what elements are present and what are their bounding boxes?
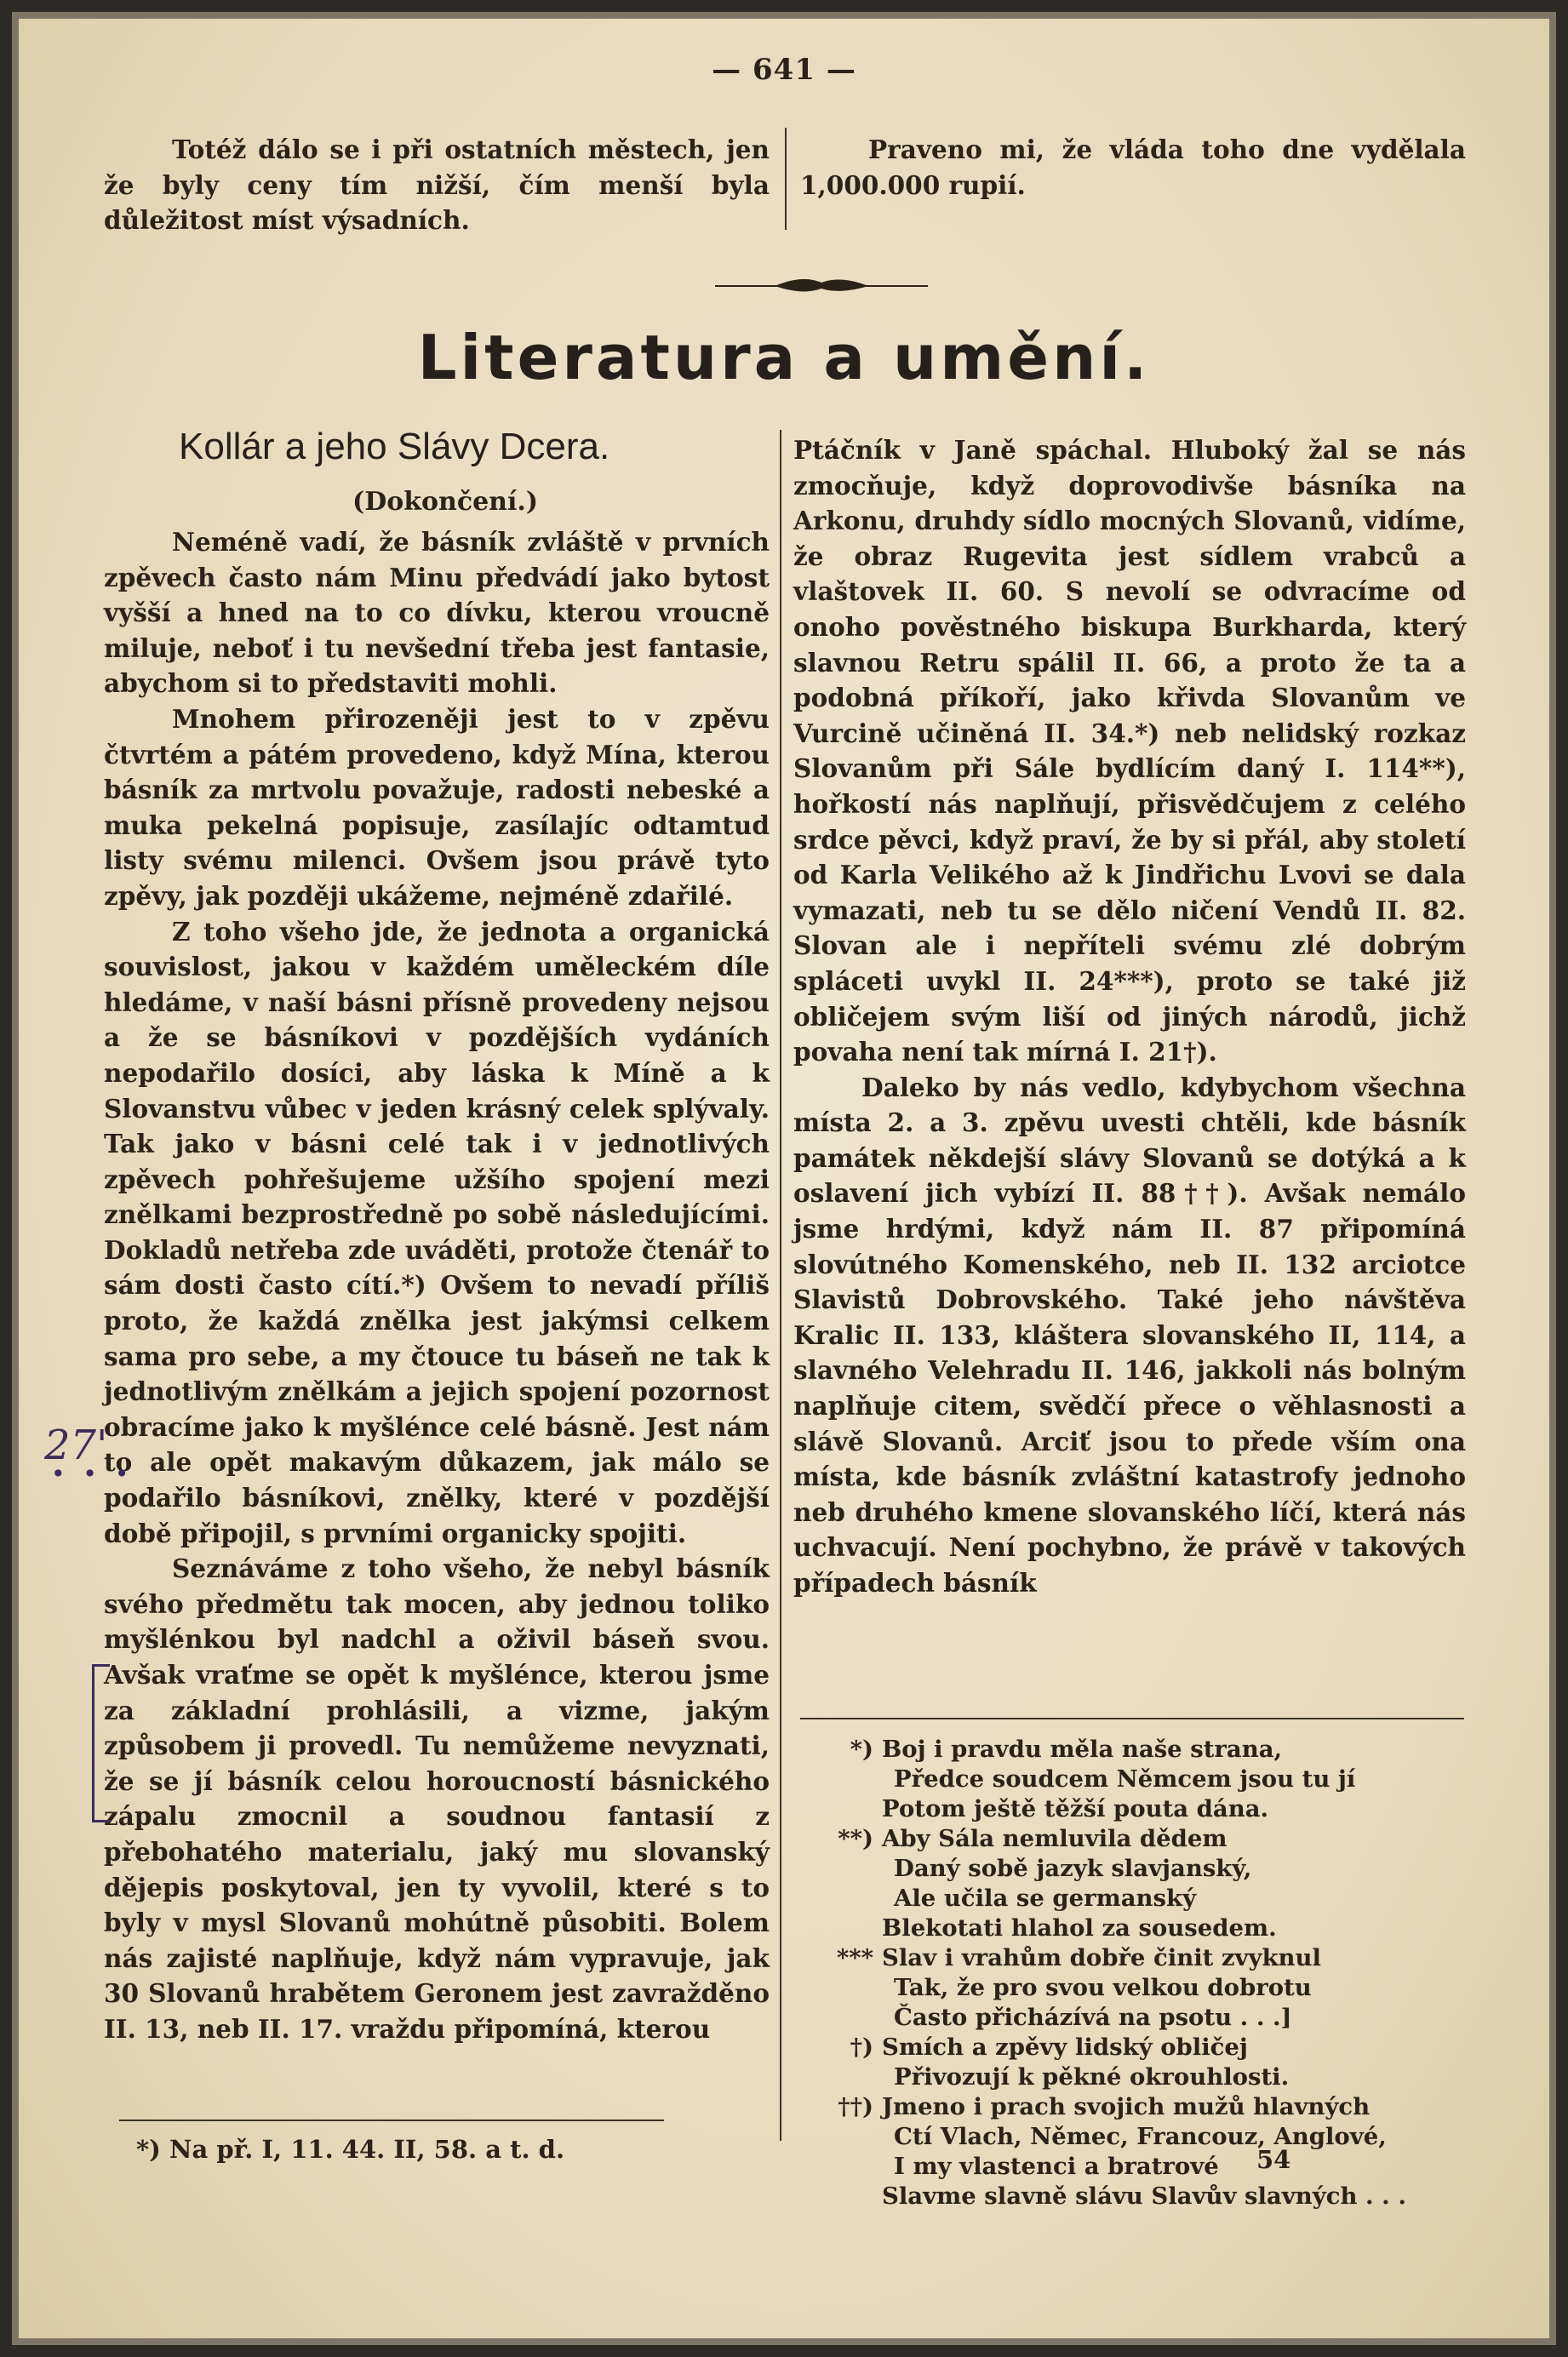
note-line: Často přicházívá na psotu . . .] — [894, 2004, 1292, 2031]
top-right-paragraph: Praveno mi, že vláda toho dne vydělala 1,000.000 rupií. — [800, 134, 1466, 200]
left-paragraph-1: Neméně vadí, že básník zvláště v prvních zpěvech často nám Minu předvádí jako bytost vyšší a hned na to co dívku, kterou vroucně miluje, neboť i tu nevšední třeba jest fantasie, abychom si to představiti mohli. — [104, 527, 770, 699]
note-5 — [817, 2092, 1481, 2211]
note-line: Ale učila se germanský — [894, 1885, 1197, 1912]
pencil-annotation: 27' — [44, 1422, 108, 1469]
section-title: Literatura a umění. — [417, 322, 1151, 393]
signature-mark: 54 — [1256, 2145, 1291, 2174]
note-4 — [817, 2033, 1481, 2092]
note-line: Slav i vrahům dobře činit zvyknul — [882, 1944, 1321, 1971]
note-line: Tak, že pro svou velkou dobrotu — [894, 1974, 1312, 2001]
note-line: I my vlastenci a bratrové — [894, 2153, 1219, 2180]
left-footnote: *) Na př. I, 11. 44. II, 58. a t. d. — [136, 2135, 565, 2164]
note-mark: ††) — [838, 2093, 873, 2120]
notes-rule — [800, 1718, 1464, 1719]
note-mark: *** — [836, 1944, 873, 1971]
top-left-text — [104, 132, 770, 238]
note-1 — [817, 1735, 1481, 1824]
note-mark: †) — [850, 2034, 873, 2061]
note-line: Aby Sála nemluvila dědem — [882, 1825, 1228, 1852]
left-paragraph-4: Seznáváme z toho všeho, že nebyl básník svého předmětu tak mocen, aby jednou toliko myšlénkou byl nadchl a oživil báseň svou. Avšak vraťme se opět k myšlénce, kterou jsme za základní prohlásili, a vizme, jakým způsobem ji provedl. Tu nemůžeme nevyznati, že se jí básník celou horoucností básnického zápalu zmocnil a soudnou fantasií z přebohatého materialu, jaký mu slovanský dějepis poskytoval, jen ty vyvolil, které s to byly v mysl Slovanů mohútně působiti. Bolem nás zajisté naplňuje, když nám vypravuje, jak 30 Slovanů hrabětem Geronem jest zavražděno II. 13, neb II. 17. vraždu připomíná, kterou — [104, 1553, 770, 2044]
top-right-text — [800, 132, 1466, 203]
verse-notes — [817, 1735, 1481, 2211]
footnote-rule — [119, 2120, 664, 2121]
note-line: Ctí Vlach, Němec, Francouz, Anglové, — [894, 2123, 1387, 2150]
right-paragraph-1: Ptáčník v Janě spáchal. Hluboký žal se nás zmocňuje, když doprovodivše básníka na Arkonu, druhdy sídlo mocných Slovanů, vidíme, že obraz Rugevita jest sídlem vrabců a vlaštovek II. 60. S nevolí se odvracíme od onoho pověstného biskupa Burkharda, který slavnou Retru spálil II. 66, a proto že ta a podobná příkoří, jako křivda Slovanům ve Vurcině učiněná II. 34.*) neb nelidský rozkaz Slovanům při Sále bydlícím daný I. 114**), hořkostí nás naplňují, přisvědčujem z celého srdce pěvci, když praví, že by si přál, aby století od Karla Velikého až k Jindřichu Lvovi se dala vymazati, neb tu se dělo ničení Vendů II. 82. Slovan ale i nepříteli svému zlé dobrým spláceti uvykl II. 24***), proto se také již obličejem svým liší od jiných národů, jichž povaha není tak mírná I. 21†). — [793, 435, 1466, 1067]
note-line: Daný sobě jazyk slavjanský, — [894, 1855, 1252, 1882]
note-line: Předce soudcem Němcem jsou tu jí — [894, 1765, 1356, 1793]
article-title: Kollár a jeho Slávy Dcera. — [179, 426, 610, 467]
note-line: Smích a zpěvy lidský obličej — [882, 2034, 1248, 2061]
left-paragraph-2: Mnohem přirozeněji jest to v zpěvu čtvrtém a pátém provedeno, když Mína, kterou básník za mrtvolu považuje, radosti nebeské a muka pekelná popisuje, zasílajíc odtamtud listy svému milenci. Ovšem jsou právě tyto zpěvy, jak později ukážeme, nejméně zdařilé. — [104, 703, 770, 911]
note-3 — [817, 1943, 1481, 2033]
column-divider-main — [780, 430, 781, 2141]
right-column — [793, 432, 1466, 1601]
left-paragraph-3: Z toho všeho jde, že jednota a organická souvislost, jakou v každém uměleckém díle hledáme, v naší básni přísně provedeny nejsou a že se básníkovi v pozdějších vydáních nepodařilo dosíci, aby láska k Míně a k Slovanstvu vůbec v jeden krásný celek splývaly. Tak jako v básni celé tak i v jednotlivých zpěvech pohřešujeme užšího spojení mezi znělkami bezprostředně po sobě následujícími. Dokladů netřeba zde uváděti, protože čtenář to sám dosti často cítí.*) Ovšem to nevadí příliš proto, že každá znělka jest jakýmsi celkem sama pro sebe, a my čtouce tu báseň ne tak k jednotlivým znělkám a jejich spojení pozornost obracíme jako k myšlénce celé básně. Jest nám to ale opět makavým důkazem, jak málo se podařilo básníkovi, znělky, které v pozdější době připojil, s prvními organicky spojiti. — [104, 916, 770, 1548]
note-line: Slavme slavně slávu Slavův slavných . . . — [882, 2183, 1406, 2210]
pencil-dots: • • • — [51, 1460, 134, 1488]
top-left-paragraph: Totéž dálo se i při ostatních městech, jen že byly ceny tím nižší, čím menší byla důležitost míst výsadních. — [104, 134, 770, 236]
note-2 — [817, 1824, 1481, 1943]
pencil-bracket — [92, 1664, 110, 1822]
right-paragraph-2: Daleko by nás vedlo, kdybychom všechna místa 2. a 3. zpěvu uvesti chtěli, kde básník památek někdejší slávy Slovanů se dotýká a k oslavení jich vybízí II. 88††). Avšak nemálo jsme hrdými, když nám II. 87 připomíná slovútného Komenského, neb II. 132 arciotce Slavistů Dobrovského. Také jeho návštěva Kralic II. 133, kláštera slovanského II, 114, a slavného Velehradu II. 146, jakkoli nás bolným naplňuje citem, svědčí přece o věhlasnosti a slávě Slovanů. Arciť jsou to přede vším ona místa, kde básník zvláštní katastrofy jednoho neb druhého kmene slovanského líčí, která nás uchvacují. Není pochybno, že právě v takových případech básník — [793, 1072, 1466, 1598]
note-line: Blekotati hlahol za sousedem. — [882, 1914, 1277, 1942]
note-mark: **) — [838, 1825, 873, 1852]
note-line: Boj i pravdu měla naše strana, — [882, 1736, 1283, 1763]
column-divider-top — [785, 128, 787, 230]
note-line: Přivozují k pěkné okrouhlosti. — [894, 2063, 1290, 2091]
page-number: — 641 — — [712, 53, 856, 87]
note-line: Jmeno i prach svojich mužů hlavných — [882, 2093, 1371, 2120]
note-mark: *) — [850, 1736, 873, 1763]
left-column — [104, 524, 770, 2047]
ornament-divider — [715, 272, 928, 298]
article-subtitle: (Dokončení.) — [352, 487, 539, 517]
note-line: Potom ještě těžší pouta dána. — [882, 1795, 1269, 1822]
